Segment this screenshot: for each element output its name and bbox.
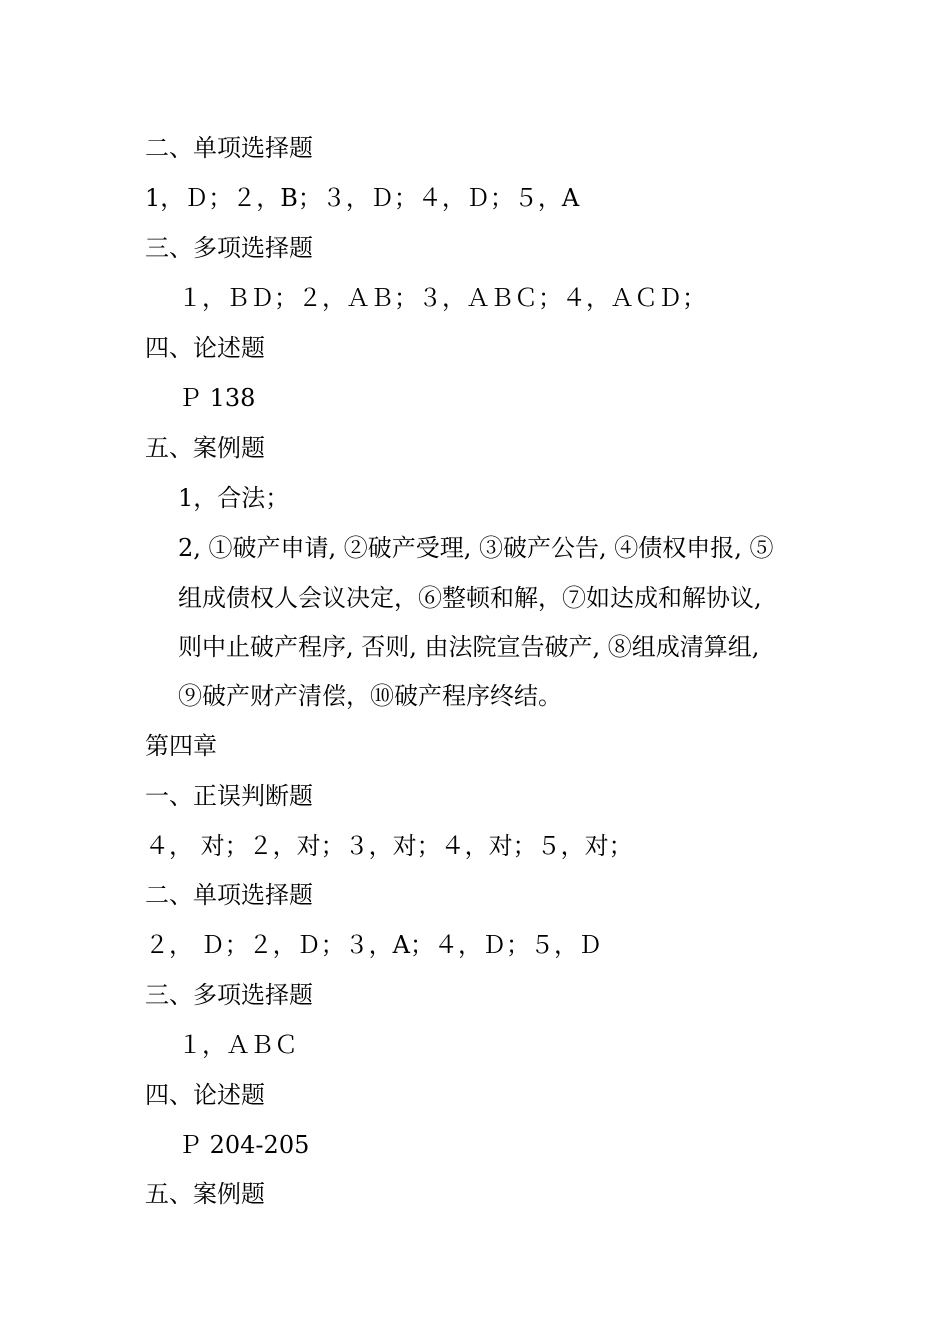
section-heading-multiple-choice: 三、多项选择题 — [145, 234, 313, 262]
section-heading-essay: 四、论述题 — [145, 1081, 265, 1109]
answer-paragraph-line: 则中止破产程序, 否则, 由法院宣告破产, ⑧组成清算组, — [178, 633, 760, 661]
answer-line: １，ＡＢＣ — [178, 1031, 298, 1059]
section-heading-case-study: 五、案例题 — [145, 434, 265, 462]
section-heading-true-false: 一、正误判断题 — [145, 782, 313, 810]
answer-line: 1，Ｄ；２，B；３，Ｄ；４，Ｄ；５，A — [145, 184, 580, 212]
page-reference: Ｐ 138 — [178, 384, 256, 412]
chapter-heading: 第四章 — [145, 732, 217, 760]
answer-line: １，ＢＤ；２，ＡＢ；３，ＡＢＣ；４，ＡＣＤ； — [178, 284, 706, 312]
answer-line: 1，合法； — [178, 484, 290, 512]
answer-line: ２， Ｄ；２，Ｄ；３，A；４，Ｄ；５，Ｄ — [145, 931, 602, 959]
answer-paragraph-line: 2, ①破产申请, ②破产受理, ③破产公告, ④债权申报, ⑤ — [178, 534, 774, 562]
section-heading-case-study: 五、案例题 — [145, 1180, 265, 1208]
section-heading-single-choice: 二、单项选择题 — [145, 881, 313, 909]
section-heading-essay: 四、论述题 — [145, 334, 265, 362]
section-heading-single-choice: 二、单项选择题 — [145, 134, 313, 162]
page-reference: Ｐ 204-205 — [178, 1131, 310, 1159]
answer-line: ４， 对；２，对；３，对；４，对；５，对； — [145, 832, 633, 860]
answer-paragraph-line: 组成债权人会议决定，⑥整顿和解，⑦如达成和解协议, — [178, 584, 762, 612]
answer-paragraph-line: ⑨破产财产清偿，⑩破产程序终结。 — [178, 682, 562, 710]
section-heading-multiple-choice: 三、多项选择题 — [145, 981, 313, 1009]
